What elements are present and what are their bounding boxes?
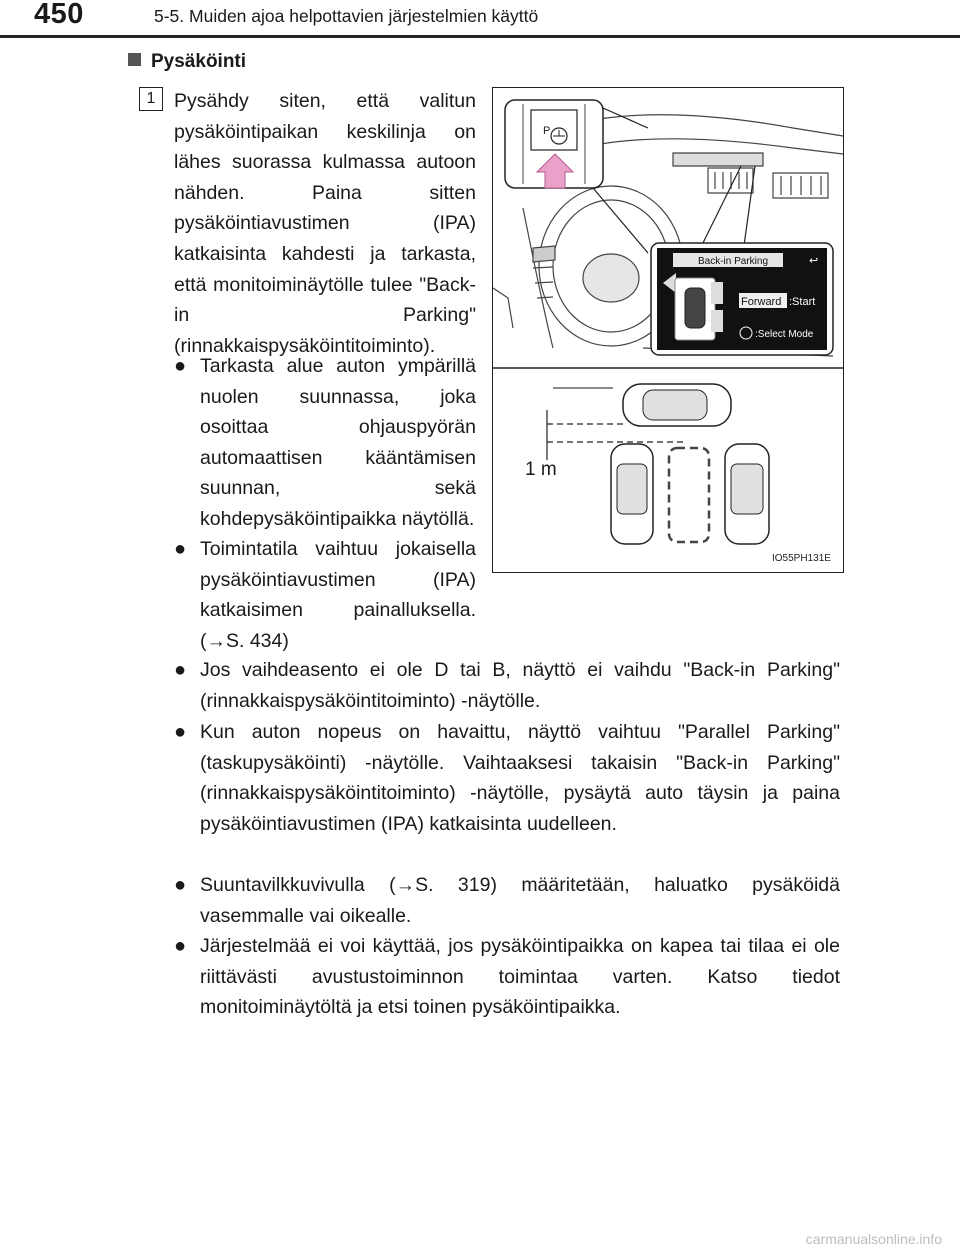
forward-label: Forward bbox=[741, 296, 782, 308]
bullet-dot-icon: ● bbox=[174, 874, 187, 896]
target-car-top bbox=[623, 384, 731, 426]
bullet-text: Suuntavilkkuvivulla (→S. 319) määritetään, haluatko pysäköidä vasemmalle vai oikealle. bbox=[200, 874, 840, 927]
bullet-text: Toimintatila vaihtuu jokaisella pysäköintiavustimen (IPA) katkaisimen painalluksella. (→S. 434) bbox=[200, 538, 476, 652]
bullet-item bbox=[174, 351, 476, 535]
target-parking-space bbox=[669, 448, 709, 542]
watermark: carmanualsonline.info bbox=[805, 1231, 942, 1247]
bullet-item bbox=[174, 931, 840, 1023]
bullet-dot-icon: ● bbox=[174, 935, 187, 957]
parked-car-left bbox=[611, 444, 653, 544]
bullet-item bbox=[174, 870, 840, 931]
bullet-item bbox=[174, 717, 840, 839]
bullet-dot-icon: ● bbox=[174, 721, 187, 743]
bullet-dot-icon: ● bbox=[174, 659, 187, 681]
chapter-title: 5-5. Muiden ajoa helpottavien järjestelmien käyttö bbox=[154, 6, 539, 26]
bullet-item bbox=[174, 534, 476, 656]
bullet-dot-icon: ● bbox=[174, 355, 187, 377]
parking-illustration bbox=[492, 87, 844, 573]
page-number: 450 bbox=[34, 0, 84, 30]
switch-letter: P bbox=[543, 125, 551, 137]
bullet-text: Jos vaihdeasento ei ole D tai B, näyttö ei vaihdu "Back-in Parking" (rinnakkaispysäköintitoiminto) -näytölle. bbox=[200, 659, 840, 712]
screen-title: Back-in Parking bbox=[698, 256, 769, 267]
distance-label: 1 m bbox=[525, 459, 557, 480]
square-bullet-icon bbox=[128, 53, 141, 66]
figure-code: IO55PH131E bbox=[772, 553, 831, 564]
back-icon: ↩ bbox=[809, 255, 819, 267]
step-text: Pysähdy siten, että valitun pysäköintipaikan keskilinja on lähes suorassa kulmassa autoon nähden. Paina sitten pysäköintiavustimen (IPA) katkaisinta kahdesti ja tarkasta, että monitoiminäytölle tulee "Back-in Parking" (rinnakkaispysäköintitoiminto). bbox=[174, 90, 476, 357]
header-rule bbox=[0, 35, 960, 38]
start-label: :Start bbox=[789, 296, 816, 308]
bullet-text: Järjestelmää ei voi käyttää, jos pysäköintipaikka on kapea tai tilaa ei ole riittävästi avustustoiminnon toimintaa varten. Katso tiedot monitoiminäytöltä ja etsi toinen pysäköintipaikka. bbox=[200, 935, 840, 1019]
illustration-svg bbox=[493, 88, 843, 572]
select-mode-label: :Select Mode bbox=[755, 329, 814, 340]
page-header bbox=[0, 0, 960, 40]
step-number-badge: 1 bbox=[139, 87, 163, 111]
section-title-text: Pysäköinti bbox=[151, 51, 247, 72]
bullet-text: Tarkasta alue auton ympärillä nuolen suunnassa, joka osoittaa ohjauspyörän automaattisen kääntämisen suunnan, sekä kohdepysäköintipaikka näytöllä. bbox=[200, 355, 476, 530]
section-title bbox=[128, 51, 246, 73]
bullet-text: Kun auton nopeus on havaittu, näyttö vaihtuu "Parallel Parking" (taskupysäköinti) -näytölle. Vaihtaaksesi takaisin "Back-in Parking" (rinnakkaispysäköintitoiminto) -näytölle, pysäytä auto täysin ja paina pysäköintiavustimen (IPA) katkaisinta uudelleen. bbox=[200, 721, 840, 835]
bullet-item bbox=[174, 655, 840, 716]
parked-car-right bbox=[725, 444, 769, 544]
bullet-dot-icon: ● bbox=[174, 538, 187, 560]
